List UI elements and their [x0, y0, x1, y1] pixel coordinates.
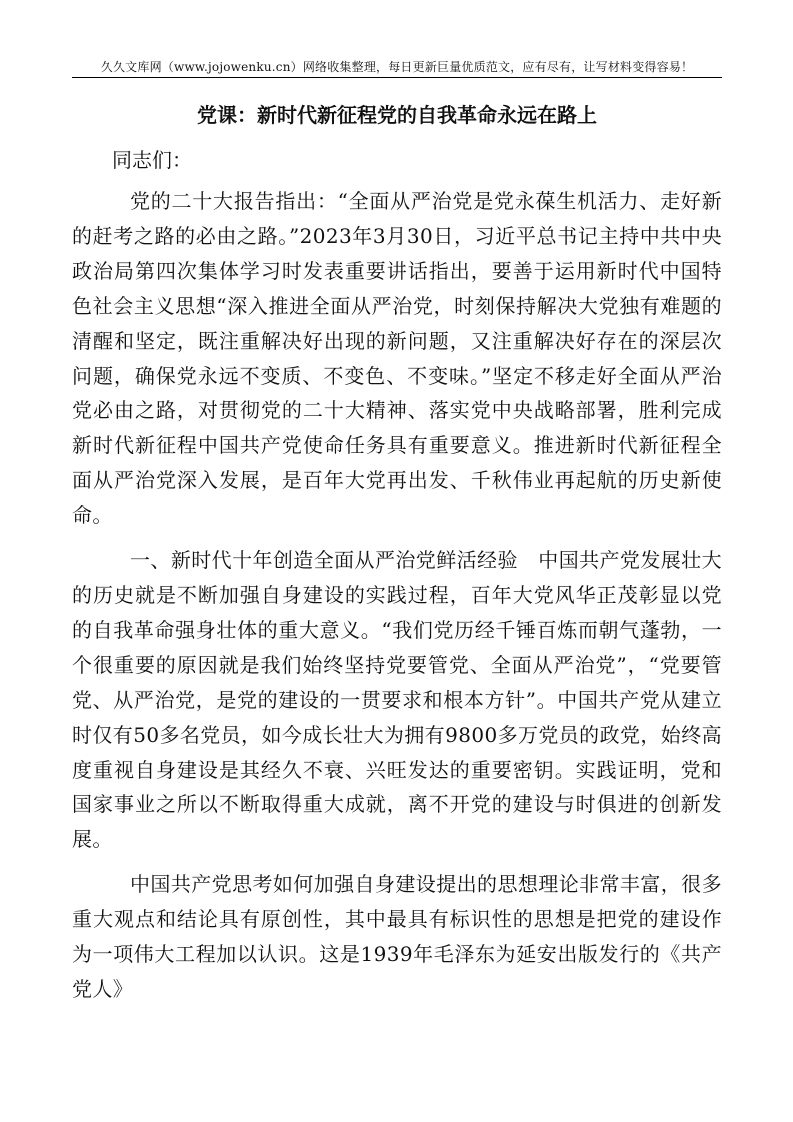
page-header: 久久文库网（www.jojowenku.cn）网络收集整理，每日更新巨量优质范文，应有尽有，让写材料变得容易！	[100, 60, 694, 74]
header-divider	[72, 77, 722, 78]
document-body	[72, 184, 722, 1007]
document-title: 党课：新时代新征程党的自我革命永远在路上	[197, 103, 597, 127]
salutation: 同志们：	[112, 148, 192, 172]
paragraph: 党的二十大报告指出：“全面从严治党是党永葆生机活力、走好新的赶考之路的必由之路。”2023年3月30日，习近平总书记主持中共中央政治局第四次集体学习时发表重要讲话指出，要善于运用新时代中国特色社会主义思想“深入推进全面从严治党，时刻保持解决大党独有难题的清醒和坚定，既注重解决好出现的新问题，又注重解决好存在的深层次问题，确保党永远不变质、不变色、不变味。”坚定不移走好全面从严治党必由之路，对贯彻党的二十大精神、落实党中央战略部署，胜利完成新时代新征程中国共产党使命任务具有重要意义。推进新时代新征程全面从严治党深入发展，是百年大党再出发、千秋伟业再起航的历史新使命。	[72, 189, 722, 528]
paragraph: 中国共产党思考如何加强自身建设提出的思想理论非常丰富，很多重大观点和结论具有原创性，其中最具有标识性的思想是把党的建设作为一项伟大工程加以认识。这是1939年毛泽东为延安出版发行的《共产党人》	[72, 872, 722, 1001]
paragraph: 一、新时代十年创造全面从严治党鲜活经验 中国共产党发展壮大的历史就是不断加强自身建设的实践过程，百年大党风华正茂彰显以党的自我革命强身壮体的重大意义。“我们党历经千锤百炼而朝气蓬勃，一个很重要的原因就是我们始终坚持党要管党、全面从严治党”，“党要管党、从严治党，是党的建设的一贯要求和根本方针”。中国共产党从建立时仅有50多名党员，如今成长壮大为拥有9800多万党员的政党，始终高度重视自身建设是其经久不衰、兴旺发达的重要密钥。实践证明，党和国家事业之所以不断取得重大成就，离不开党的建设与时俱进的创新发展。	[72, 548, 722, 852]
